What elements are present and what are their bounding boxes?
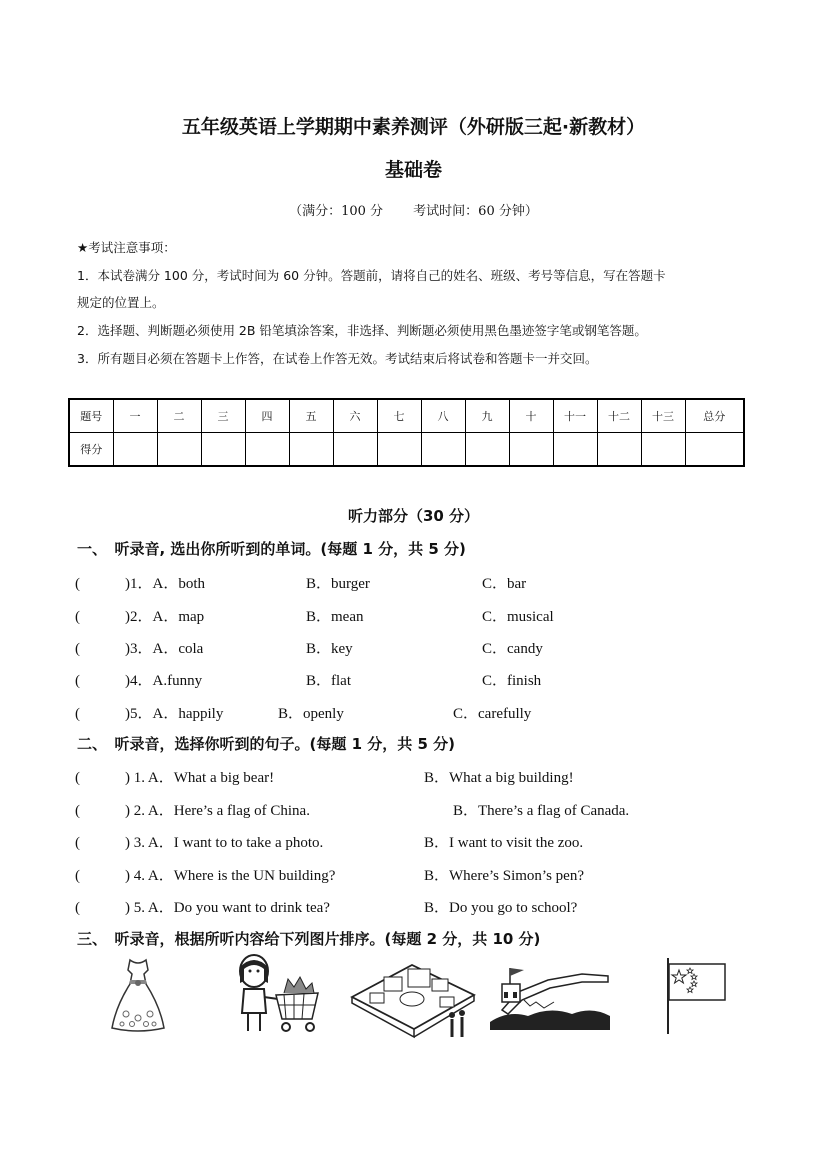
score-table-cell: 总分 (685, 399, 744, 433)
s1-q1-b: B．burger (306, 576, 370, 592)
s2-q3-b: B．I want to visit the zoo. (424, 835, 584, 851)
s2-q4-a: ( ) 4. A．Where is the UN building? (75, 868, 336, 884)
s1-q2-c: C．musical (482, 609, 554, 625)
shopping-girl-picture (232, 953, 324, 1037)
section-2-title: 二、 听录音，选择你听到的句子。(每题 1 分，共 5 分) (77, 735, 455, 753)
score-table-cell: 六 (333, 399, 377, 433)
score-table-cell: 二 (157, 399, 201, 433)
s1-q3-a: ( )3．A．cola (75, 641, 204, 657)
s2-q1-a: ( ) 1. A．What a big bear! (75, 770, 275, 786)
page-subtitle: 基础卷 (384, 159, 442, 181)
s1-q1-a: ( )1．A．both (75, 576, 205, 592)
s1-q3-c: C．candy (482, 641, 543, 657)
score-table-cell: 题号 (69, 399, 113, 433)
score-input-cell[interactable] (509, 433, 553, 467)
building-picture (348, 953, 478, 1041)
score-input-cell[interactable] (421, 433, 465, 467)
s1-q4-b: B．flat (306, 673, 351, 689)
score-table-cell: 十一 (553, 399, 597, 433)
score-table-row-label: 得分 (69, 433, 113, 467)
notice-item-1: 1．本试卷满分 100 分，考试时间为 60 分钟。答题前，请将自己的姓名、班级、考号等信息，写在答题卡 (77, 268, 666, 283)
notice-heading: ★考试注意事项： (77, 240, 176, 255)
score-input-cell[interactable] (289, 433, 333, 467)
score-input-cell[interactable] (333, 433, 377, 467)
s1-q1-c: C．bar (482, 576, 527, 592)
score-input-cell[interactable] (245, 433, 289, 467)
section-1-title: 一、 听录音, 选出你所听到的单词。(每题 1 分，共 5 分) (77, 540, 466, 558)
notice-item-1-cont: 规定的位置上。 (77, 295, 165, 310)
s1-q5-b: B．openly (278, 706, 344, 722)
s2-q3-a: ( ) 3. A．I want to to take a photo. (75, 835, 324, 851)
s2-q2-a: ( ) 2. A．Here’s a flag of China. (75, 803, 310, 819)
score-table-cell: 七 (377, 399, 421, 433)
score-table-cell: 九 (465, 399, 509, 433)
score-table-score-row (69, 433, 744, 467)
s1-q3-b: B．key (306, 641, 353, 657)
score-input-cell[interactable] (685, 433, 744, 467)
score-info: （满分：100 分 考试时间：60 分钟） (289, 204, 538, 219)
s2-q5-b: B．Do you go to school? (424, 900, 578, 916)
dress-picture (108, 956, 168, 1034)
notice-item-2: 2．选择题、判断题必须使用 2B 铅笔填涂答案，非选择、判断题必须使用黑色墨迹签字笔或钢笔答题。 (77, 323, 647, 338)
score-input-cell[interactable] (553, 433, 597, 467)
s1-q2-b: B．mean (306, 609, 364, 625)
score-table-header-row (69, 399, 744, 433)
s2-q4-b: B．Where’s Simon’s pen? (424, 868, 584, 884)
score-table-cell: 八 (421, 399, 465, 433)
s2-q1-b: B．What a big building! (424, 770, 574, 786)
score-table-cell: 十三 (641, 399, 685, 433)
score-table (68, 398, 745, 467)
s1-q4-c: C．finish (482, 673, 542, 689)
score-input-cell[interactable] (157, 433, 201, 467)
score-table-cell: 十 (509, 399, 553, 433)
section-3-title: 三、 听录音，根据所听内容给下列图片排序。(每题 2 分，共 10 分) (77, 930, 541, 948)
score-table-cell: 五 (289, 399, 333, 433)
s1-q4-a: ( )4．A.funny (75, 673, 203, 689)
notice-item-3: 3．所有题目必须在答题卡上作答，在试卷上作答无效。考试结束后将试卷和答题卡一并交回。 (77, 351, 598, 366)
s2-q5-a: ( ) 5. A．Do you want to drink tea? (75, 900, 330, 916)
score-input-cell[interactable] (641, 433, 685, 467)
china-flag-picture (662, 956, 728, 1036)
s1-q5-c: C．carefully (453, 706, 532, 722)
s1-q2-a: ( )2．A．map (75, 609, 205, 625)
s1-q5-a: ( )5．A．happily (75, 706, 224, 722)
great-wall-picture (488, 962, 612, 1032)
score-table-cell: 十二 (597, 399, 641, 433)
score-table-cell: 一 (113, 399, 157, 433)
score-input-cell[interactable] (597, 433, 641, 467)
score-table-cell: 四 (245, 399, 289, 433)
s2-q2-b: B．There’s a flag of Canada. (453, 803, 630, 819)
score-input-cell[interactable] (201, 433, 245, 467)
score-input-cell[interactable] (465, 433, 509, 467)
score-input-cell[interactable] (377, 433, 421, 467)
score-input-cell[interactable] (113, 433, 157, 467)
listening-heading: 听力部分（30 分） (347, 507, 480, 525)
score-table-cell: 三 (201, 399, 245, 433)
page-title: 五年级英语上学期期中素养测评（外研版三起·新教材） (181, 116, 646, 138)
